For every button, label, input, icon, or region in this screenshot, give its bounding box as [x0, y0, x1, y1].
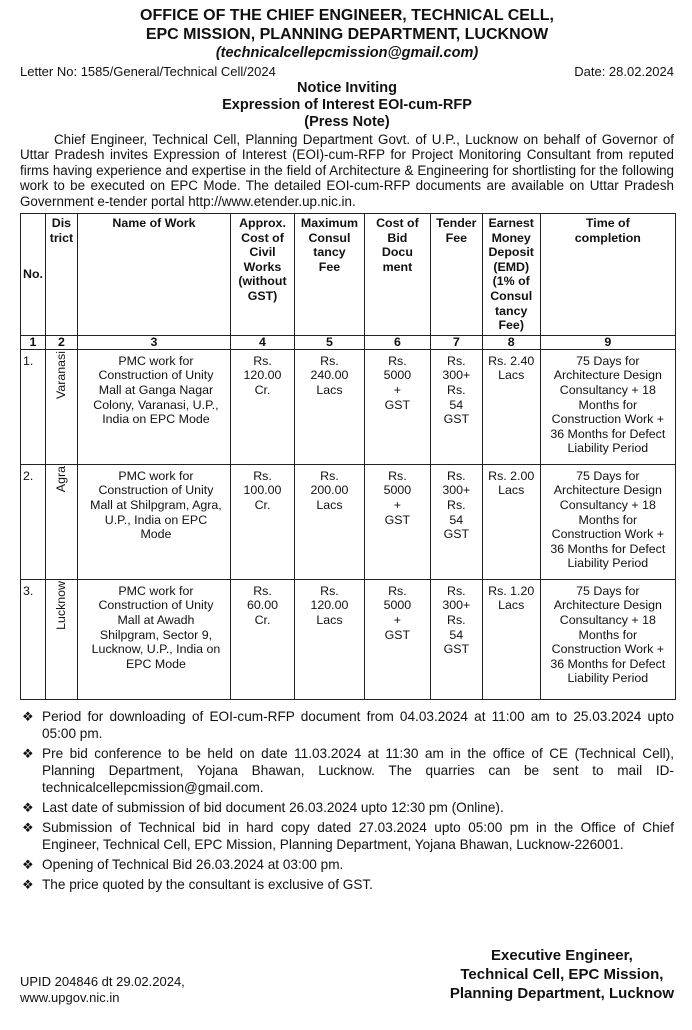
row-number: 2.	[21, 464, 46, 579]
office-email: (technicalcellepcmission@gmail.com)	[215, 45, 479, 61]
diamond-bullet-icon: ❖	[22, 708, 34, 724]
col-number: 4	[231, 335, 295, 349]
row-number: 1.	[21, 349, 46, 464]
bid-doc-cost: Rs. 5000 + GST	[364, 349, 430, 464]
header-tender-fee: Tender Fee	[430, 214, 482, 336]
list-item: ❖ Submission of Technical bid in hard copy dated 27.03.2024 upto 05:00 pm in the Office of Chief Engineer, Technical Cell, EPC Mission, Planning Department, Yojana Bhawan, Lucknow-226001.	[22, 819, 674, 852]
header-emd: Earnest Money Deposit (EMD) (1% of Consul tancy Fee)	[482, 214, 540, 336]
col-number: 3	[77, 335, 230, 349]
upid-line: UPID 204846 dt 29.02.2024,	[20, 974, 185, 989]
tender-fee: Rs. 300+ Rs. 54 GST	[430, 579, 482, 699]
conditions-list	[20, 708, 674, 893]
list-item: ❖ Last date of submission of bid document 26.03.2024 upto 12:30 pm (Online).	[22, 799, 504, 815]
district-cell	[45, 579, 77, 699]
header-name-of-work: Name of Work	[77, 214, 230, 336]
table-row	[21, 464, 676, 579]
signatory-office: Technical Cell, EPC Mission,	[460, 966, 664, 983]
signatory-title: Executive Engineer,	[491, 947, 633, 964]
list-item: ❖ Opening of Technical Bid 26.03.2024 at 03:00 pm.	[22, 856, 344, 872]
list-item: ❖ Pre bid conference to be held on date 11.03.2024 at 11:30 am in the office of CE (Technical Cell), Planning Department, Yojana Bhawan, Lucknow. The quarries can be sent to mail ID-technicalcellepcmission@gmail.com.	[22, 745, 674, 795]
district-name: Varanasi	[54, 350, 69, 399]
work-name: PMC work for Construction of Unity Mall at Awadh Shilpgram, Sector 9, Lucknow, U.P., India on EPC Mode	[77, 579, 230, 699]
work-name: PMC work for Construction of Unity Mall at Shilpgram, Agra, U.P., India on EPC Mode	[77, 464, 230, 579]
bid-doc-cost: Rs. 5000 + GST	[364, 464, 430, 579]
col-number: 7	[430, 335, 482, 349]
consultancy-fee: Rs. 200.00 Lacs	[294, 464, 364, 579]
district-name: Lucknow	[54, 580, 69, 630]
diamond-bullet-icon: ❖	[22, 799, 34, 815]
office-title-line1: OFFICE OF THE CHIEF ENGINEER, TECHNICAL CELL,	[140, 7, 554, 24]
emd-amount: Rs. 2.00 Lacs	[482, 464, 540, 579]
header-time: Time of completion	[540, 214, 675, 336]
civil-cost: Rs. 60.00 Cr.	[231, 579, 295, 699]
completion-time: 75 Days for Architecture Design Consultancy + 18 Months for Construction Work + 36 Months for Defect Liability Period	[540, 579, 675, 699]
header-civil-cost: Approx. Cost of Civil Works (without GST)	[231, 214, 295, 336]
col-number: 2	[45, 335, 77, 349]
col-number: 9	[540, 335, 675, 349]
notice-title-line3: (Press Note)	[304, 114, 390, 130]
emd-amount: Rs. 2.40 Lacs	[482, 349, 540, 464]
col-number: 1	[21, 335, 46, 349]
consultancy-fee: Rs. 240.00 Lacs	[294, 349, 364, 464]
header-district: Dis trict	[45, 214, 77, 336]
tender-fee: Rs. 300+ Rs. 54 GST	[430, 464, 482, 579]
row-number: 3.	[21, 579, 46, 699]
diamond-bullet-icon: ❖	[22, 876, 34, 892]
header-no: No.	[21, 214, 46, 336]
upid-block	[20, 974, 185, 1006]
header-bid-doc-cost: Cost of Bid Docu ment	[364, 214, 430, 336]
signature-block	[450, 946, 674, 1003]
bid-doc-cost: Rs. 5000 + GST	[364, 579, 430, 699]
district-cell	[45, 349, 77, 464]
header-consultancy-fee: Maximum Consul tancy Fee	[294, 214, 364, 336]
footer	[20, 947, 674, 1024]
column-number-row	[21, 335, 676, 349]
list-item: ❖ Period for downloading of EOI-cum-RFP document from 04.03.2024 at 11:00 am to 25.03.2024 upto 05:00 pm.	[22, 708, 674, 741]
emd-amount: Rs. 1.20 Lacs	[482, 579, 540, 699]
upgov-link: www.upgov.nic.in	[20, 990, 120, 1005]
signatory-department: Planning Department, Lucknow	[449, 985, 674, 1002]
district-cell	[45, 464, 77, 579]
table-row	[21, 349, 676, 464]
reference-line	[20, 63, 674, 80]
col-number: 8	[482, 335, 540, 349]
letter-number: Letter No: 1585/General/Technical Cell/2024	[20, 64, 276, 79]
col-number: 6	[364, 335, 430, 349]
civil-cost: Rs. 100.00 Cr.	[231, 464, 295, 579]
works-table	[20, 213, 676, 700]
consultancy-fee: Rs. 120.00 Lacs	[294, 579, 364, 699]
completion-time: 75 Days for Architecture Design Consultancy + 18 Months for Construction Work + 36 Months for Defect Liability Period	[540, 349, 675, 464]
district-name: Agra	[54, 465, 69, 492]
intro-paragraph: Chief Engineer, Technical Cell, Planning Department Govt. of U.P., Lucknow on behalf of Governor of Uttar Pradesh invites Expression of Interest (EOI)-cum-RFP for Project Monitoring Consultant from reputed firms having experience and expertise in the field of Architecture & Engineering for shortlisting for the following work to be executed on EPC Mode. The detailed EOI-cum-RFP documents are available on Uttar Pradesh Government e-tender portal http://www.etender.up.nic.in.	[20, 132, 674, 209]
civil-cost: Rs. 120.00 Cr.	[231, 349, 295, 464]
letter-date: Date: 28.02.2024	[574, 64, 674, 79]
diamond-bullet-icon: ❖	[22, 856, 34, 872]
notice-title-line2: Expression of Interest EOI-cum-RFP	[222, 97, 472, 113]
office-title-line2: EPC MISSION, PLANNING DEPARTMENT, LUCKNOW	[145, 26, 549, 43]
tender-fee: Rs. 300+ Rs. 54 GST	[430, 349, 482, 464]
diamond-bullet-icon: ❖	[22, 745, 34, 761]
col-number: 5	[294, 335, 364, 349]
table-header-row	[21, 214, 676, 336]
diamond-bullet-icon: ❖	[22, 819, 34, 835]
list-item: ❖ The price quoted by the consultant is exclusive of GST.	[22, 876, 373, 892]
work-name: PMC work for Construction of Unity Mall at Ganga Nagar Colony, Varanasi, U.P., India on EPC Mode	[77, 349, 230, 464]
notice-title-line1: Notice Inviting	[297, 80, 397, 96]
completion-time: 75 Days for Architecture Design Consultancy + 18 Months for Construction Work + 36 Months for Defect Liability Period	[540, 464, 675, 579]
table-row	[21, 579, 676, 699]
